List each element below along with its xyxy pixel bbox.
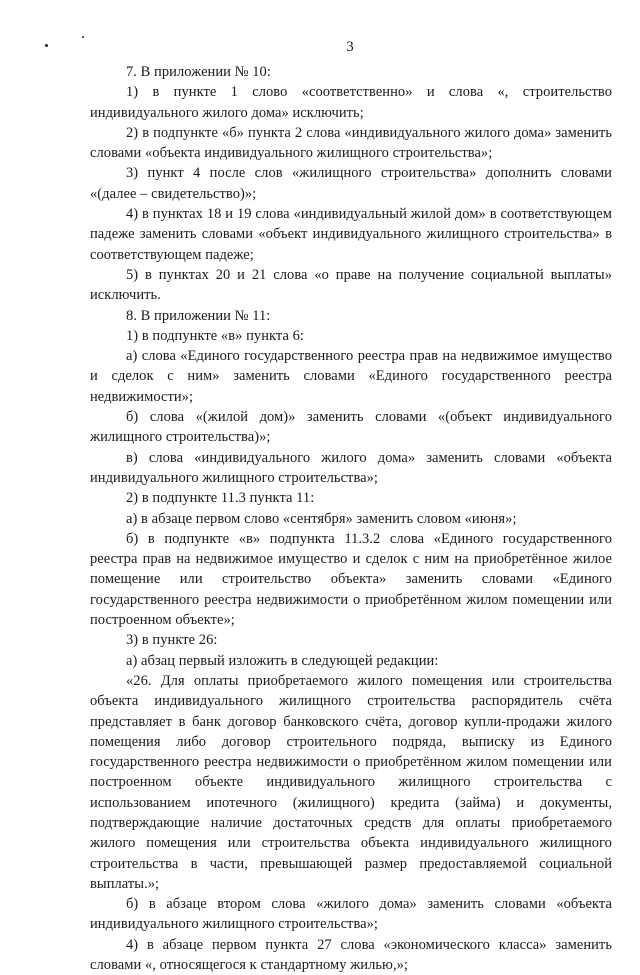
paragraph: б) слова «(жилой дом)» заменить словами «(объект индивидуального жилищного строительства)»; bbox=[90, 409, 612, 446]
paragraph: 7. В приложении № 10: bbox=[126, 64, 271, 80]
paragraph: а) слова «Единого государственного реестра прав на недвижимое имущество и сделок с ним» заменить словами «Единого государственного реестра недвижимости»; bbox=[90, 348, 612, 405]
paragraph: 3) в пункте 26: bbox=[126, 632, 218, 649]
paragraph: а) абзац первый изложить в следующей редакции: bbox=[126, 652, 439, 669]
paragraph: а) в абзаце первом слово «сентября» заменить словом «июня»; bbox=[126, 510, 517, 527]
paragraph: «26. Для оплаты приобретаемого жилого помещения или строительства объекта индивидуального жилищного строительства распорядитель счёта представляет в банк договор банковского счёта, договор купли-продажи жилого помещения либо договор строительного подряда, выписку из Единого государственного реестра недвижимости о приобретённом жилом помещении или построенном объекте индивидуального жилищного строительства с использованием ипотечного (жилищного) кредита (займа) и документы, подтверждающие наличие достаточных средств для оплаты приобретаемого жилого помещения или строительства объекта индивидуального жилищного строительства в части, превышающей размер предоставляемой социальной выплаты.»; bbox=[90, 672, 612, 892]
paragraph: 3) пункт 4 после слов «жилищного строительства» дополнить словами «(далее – свидетельство)»; bbox=[90, 165, 612, 202]
paragraph: 4) в пунктах 18 и 19 слова «индивидуальный жилой дом» в соответствующем падеже заменить словами «объект индивидуального жилищного строительства» в соответствующем падеже; bbox=[90, 206, 612, 263]
paragraph: 2) в подпункте «б» пункта 2 слова «индивидуального жилого дома» заменить словами «объекта индивидуального жилищного строительства»; bbox=[90, 124, 612, 162]
paragraph: 1) в подпункте «в» пункта 6: bbox=[126, 327, 305, 344]
paragraph: 4) в абзаце первом пункта 27 слова «экономического класса» заменить словами «, относящегося к стандартному жилью,»; bbox=[90, 936, 612, 974]
paragraph: 5) в пунктах 20 и 21 слова «о праве на получение социальной выплаты» исключить. bbox=[90, 266, 612, 304]
paragraph: б) в абзаце втором слова «жилого дома» заменить словами «объекта индивидуального жилищного строительства»; bbox=[90, 896, 612, 933]
page-number: 3 bbox=[346, 39, 354, 55]
paragraph: 2) в подпункте 11.3 пункта 11: bbox=[126, 490, 315, 507]
document-body bbox=[90, 62, 612, 975]
paragraph: в) слова «индивидуального жилого дома» заменить словами «объекта индивидуального жилищного строительства»; bbox=[90, 449, 612, 486]
paragraph: б) в подпункте «в» подпункта 11.3.2 слова «Единого государственного реестра прав на недвижимое имущество и сделок с ним на приобретённое жилое помещение или строительство объекта» заменить словами «Единого государственного реестра недвижимости о приобретённом жилом помещении или построенном объекте»; bbox=[90, 530, 612, 629]
paragraph: 1) в пункте 1 слово «соответственно» и слова «, строительство индивидуального жилого дома» исключить; bbox=[90, 84, 612, 121]
paragraph: 8. В приложении № 11: bbox=[126, 307, 271, 324]
